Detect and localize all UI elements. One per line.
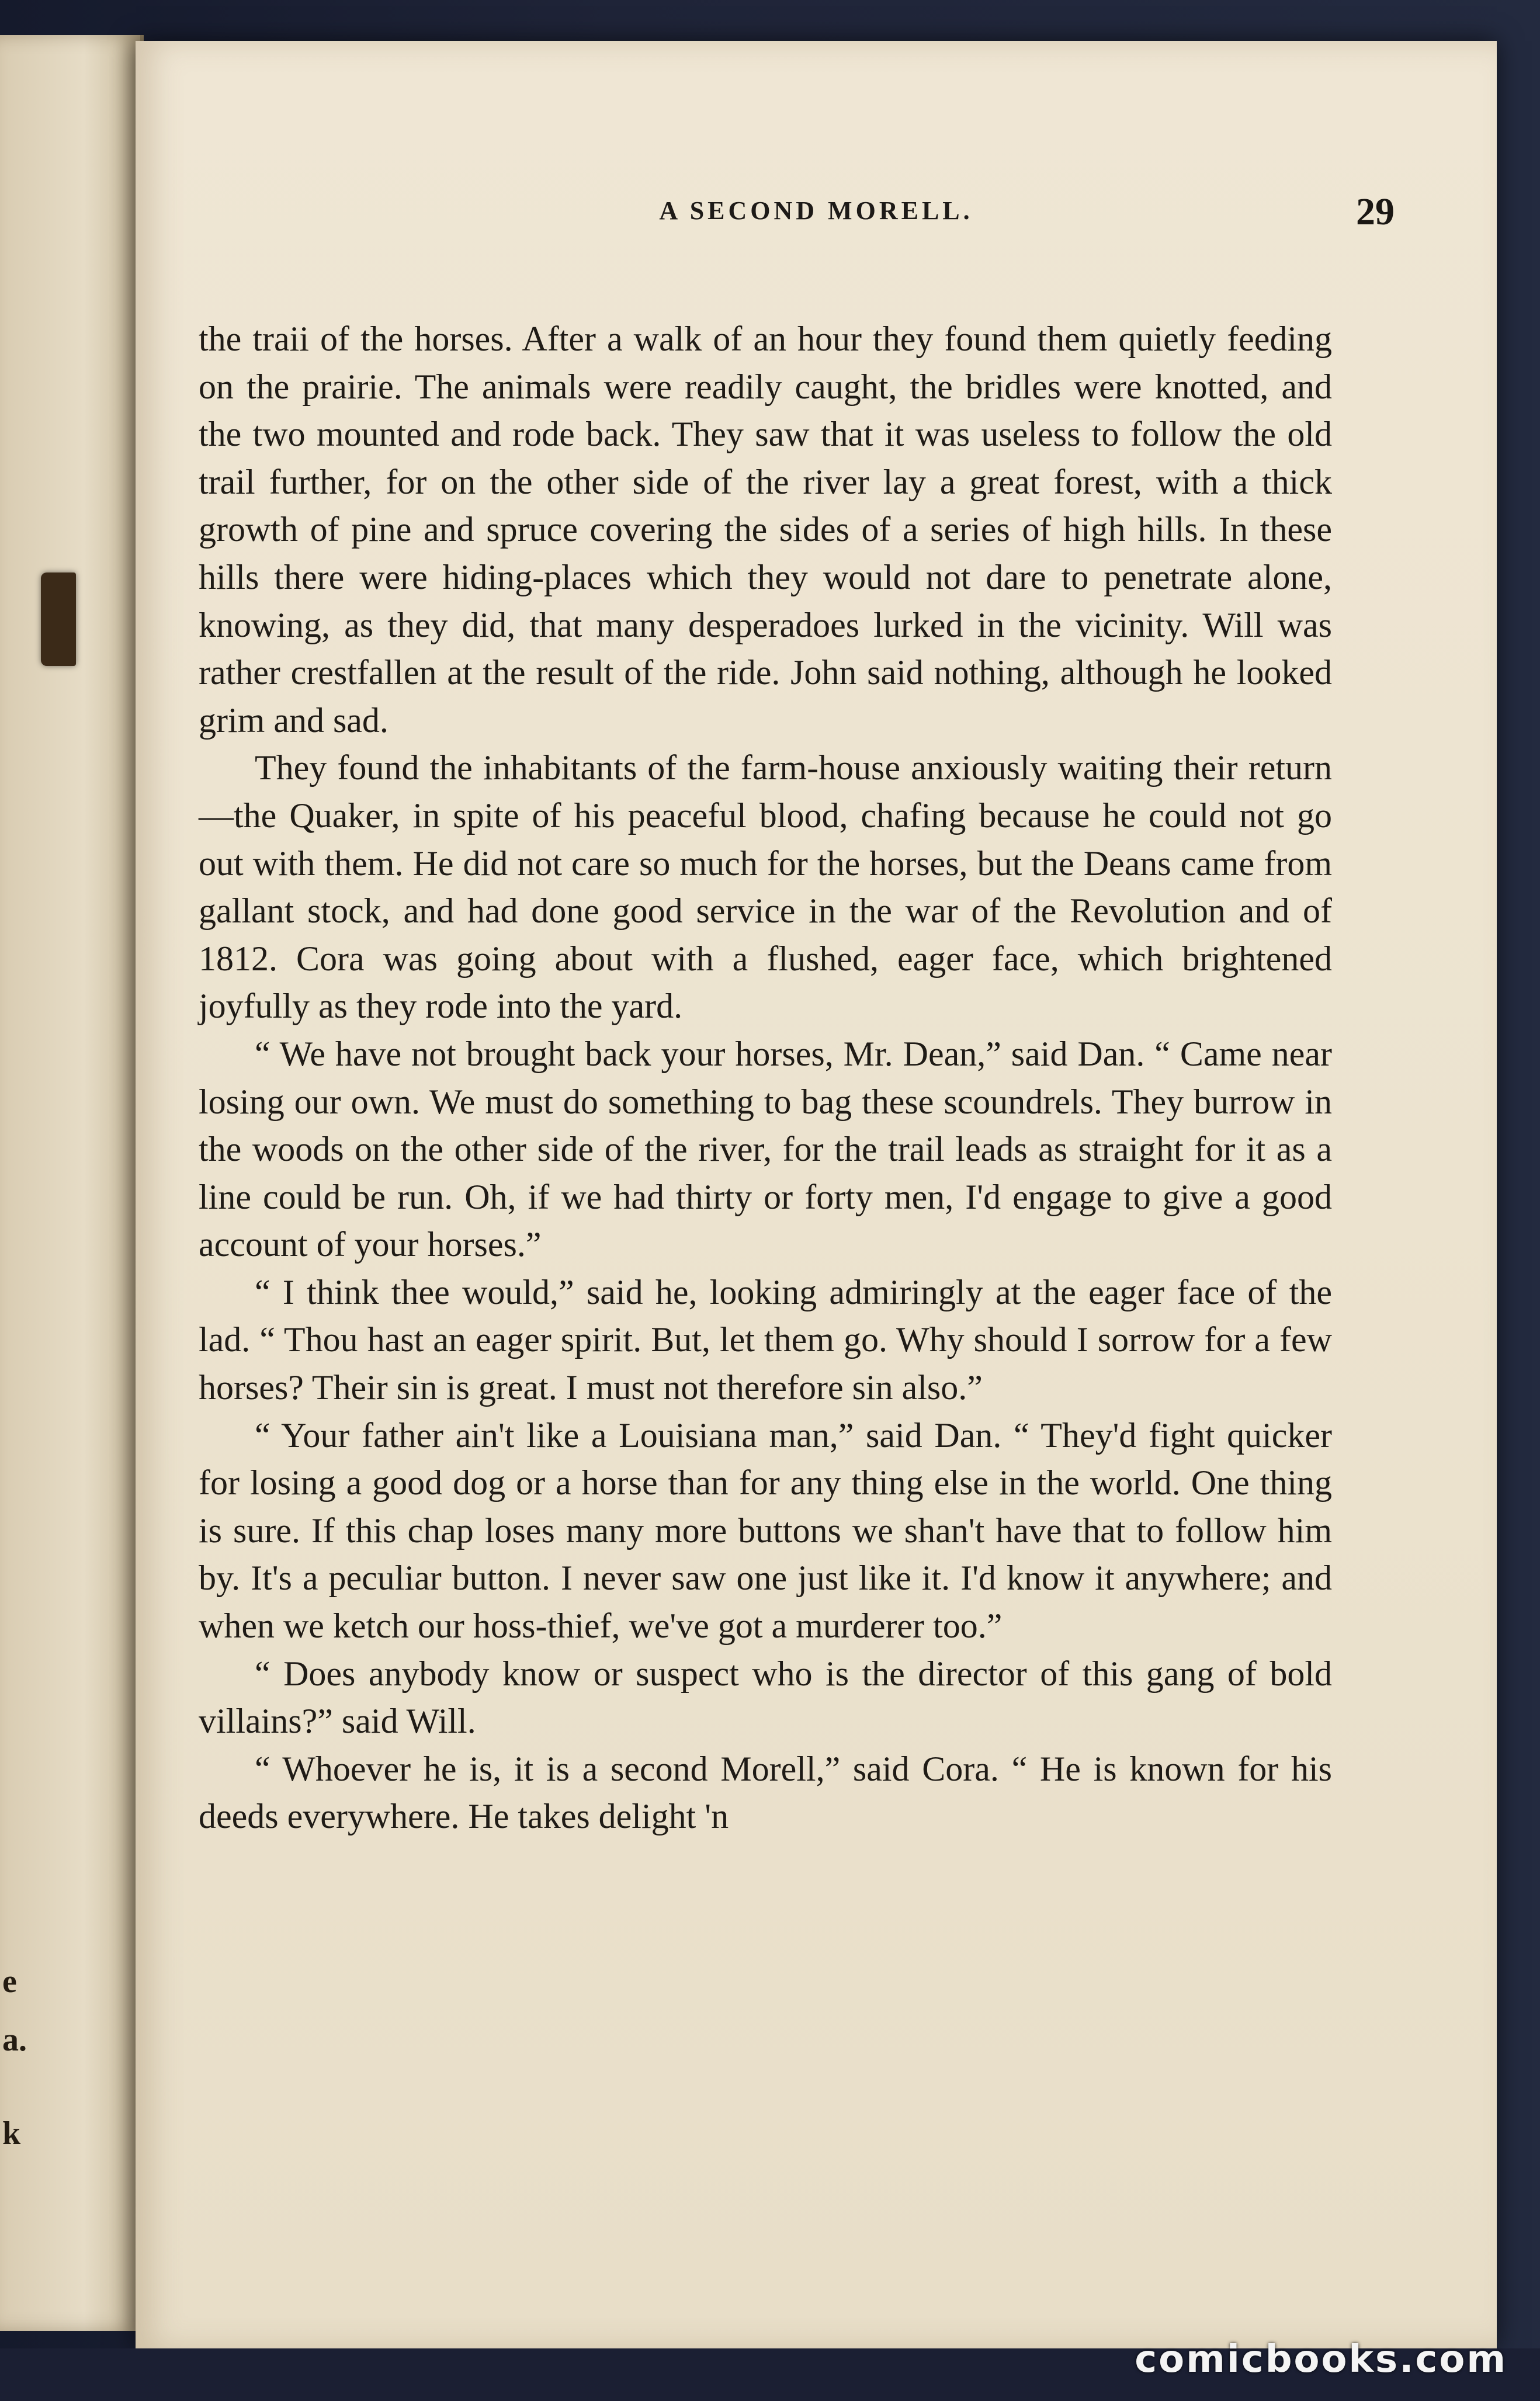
paragraph: They found the inhabitants of the farm-house anxiously waiting their return—the Quaker, in spite of his peaceful blood, chafing because he could not go out with them. He did not care so much for the horses, but the Deans came from gallant stock, and had done good service in the war of the Revolution and of 1812. Cora was going about with a flushed, eager face, which brightened joyfully as they rode into the yard. bbox=[199, 748, 1332, 1026]
paragraph: “ Does anybody know or suspect who is the director of this gang of bold villains?” said Will. bbox=[199, 1654, 1332, 1741]
running-title: A SECOND MORELL. bbox=[659, 196, 973, 225]
page-number: 29 bbox=[1356, 190, 1395, 233]
paragraph: “ We have not brought back your horses, Mr. Dean,” said Dan. “ Came near losing our own. We must do something to bag these scoundrels. They burrow in the woods on the other side of the river, for the trail leads as straight for it as a line could be run. Oh, if we had thirty or forty men, I'd engage to give a good account of your horses.” bbox=[199, 1034, 1332, 1264]
paragraph: “ Your father ain't like a Louisiana man,” said Dan. “ They'd fight quicker for losing a good dog or a horse than for any thing else in the world. One thing is sure. If this chap loses many more buttons we shan't have that to follow him by. It's a peculiar button. I never saw one just like it. I'd know it anywhere; and when we ketch our hoss-thief, we've got a murderer too.” bbox=[199, 1415, 1332, 1646]
previous-page-fragment: k bbox=[2, 2115, 21, 2152]
paragraph: “ I think thee would,” said he, looking admiringly at the eager face of the lad. “ Thou hast an eager spirit. But, let them go. Why should I sorrow for a few horses? Their sin is great. I must not therefore sin also.” bbox=[199, 1272, 1332, 1407]
binding-tear bbox=[41, 573, 76, 666]
previous-page-fragment: a. bbox=[2, 2022, 27, 2058]
body-text bbox=[199, 315, 1332, 1841]
paragraph: “ Whoever he is, it is a second Morell,” said Cora. “ He is known for his deeds everywhere. He takes delight 'n bbox=[199, 1749, 1332, 1836]
running-head bbox=[136, 190, 1497, 242]
watermark: comicbooks.com bbox=[1135, 2338, 1507, 2381]
previous-page-edge bbox=[0, 35, 144, 2331]
book-page bbox=[136, 41, 1497, 2348]
previous-page-fragment: e bbox=[2, 1963, 17, 2000]
paragraph: the traii of the horses. After a walk of an hour they found them quietly feeding on the prairie. The animals were readily caught, the bridles were knotted, and the two mounted and rode back. They saw that it was useless to follow the old trail further, for on the other side of the river lay a great forest, with a thick growth of pine and spruce covering the sides of a series of high hills. In these hills there were hiding-places which they would not dare to penetrate alone, knowing, as they did, that many desperadoes lurked in the vicinity. Will was rather crestfallen at the result of the ride. John said nothing, although he looked grim and sad. bbox=[199, 320, 1332, 740]
